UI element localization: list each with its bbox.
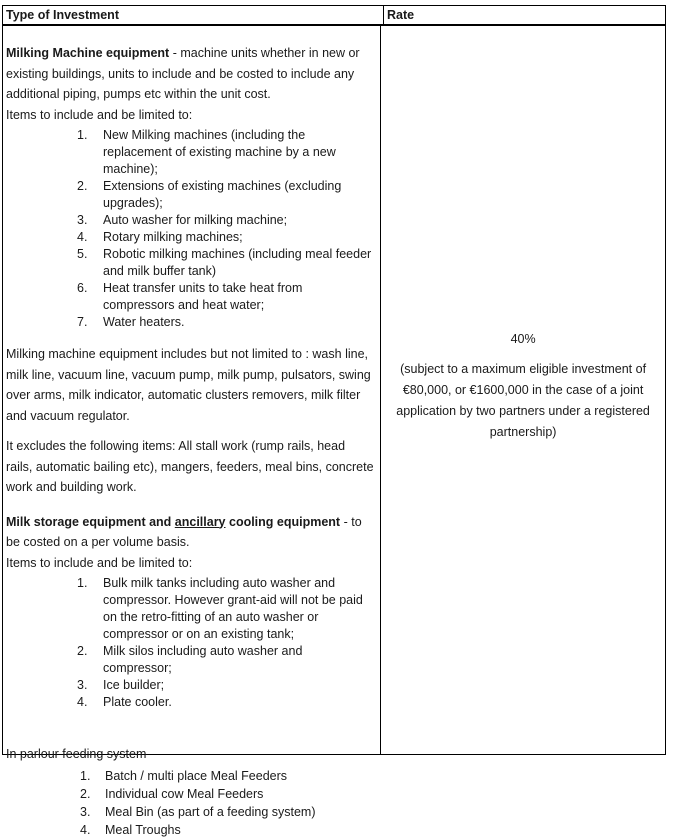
- list-item: Batch / multi place Meal Feeders: [105, 768, 288, 783]
- items-intro-2: Items to include and be limited to:: [6, 555, 193, 570]
- rate-value: 40%: [510, 332, 536, 346]
- list-item: Ice builder;: [103, 678, 165, 692]
- list-item: New Milking machines (including the replacement of existing machine by a new machine);: [103, 128, 336, 176]
- list-item: Extensions of existing machines (excluding upgrades);: [103, 179, 342, 210]
- milking-items-list: [6, 127, 374, 331]
- parlour-items-list: [6, 767, 374, 839]
- includes-paragraph: Milking machine equipment includes but not limited to : wash line, milk line, vacuum line, vacuum pump, milk pump, pulsators, swing over arms, milk indicator, automatic clusters removers, milk filter and vacuum regulator.: [6, 347, 371, 423]
- milk-storage-intro-paragraph: [6, 512, 374, 553]
- milking-machine-heading: Milking Machine equipment: [6, 46, 170, 60]
- table-body-row: [3, 26, 665, 837]
- list-item: Individual cow Meal Feeders: [105, 786, 264, 801]
- list-item: Robotic milking machines (including meal feeder and milk buffer tank): [103, 247, 372, 278]
- rate-note: (subject to a maximum eligible investment of €80,000, or €1600,000 in the case of a joint application by two partners under a registered partnership): [396, 362, 650, 439]
- table-header-row: [3, 6, 665, 26]
- header-type-of-investment: Type of Investment: [3, 6, 384, 24]
- list-item: Bulk milk tanks including auto washer and compressor. However grant-aid will not be paid on the retro-fitting of an auto washer or compressor or on an existing tank;: [103, 576, 363, 641]
- type-of-investment-cell: [3, 26, 381, 837]
- header-rate: Rate: [387, 8, 415, 22]
- excludes-paragraph: It excludes the following items: All stall work (rump rails, head rails, automatic bailing etc), mangers, feeders, meal bins, concrete work and building work.: [6, 439, 374, 494]
- storage-items-list: [6, 575, 374, 711]
- list-item: Meal Bin (as part of a feeding system): [105, 804, 316, 819]
- list-item: Auto washer for milking machine;: [103, 213, 288, 227]
- list-item: Plate cooler.: [103, 695, 172, 709]
- milking-machine-intro-text: - machine units whether in new or existing buildings, units to include and be costed to include any additional piping, pumps etc within the unit cost.: [6, 46, 360, 101]
- milk-storage-heading-part1: Milk storage equipment and: [6, 514, 175, 529]
- list-item: Water heaters.: [103, 315, 185, 329]
- list-item: Meal Troughs: [105, 822, 181, 837]
- rate-cell: [381, 26, 665, 754]
- milking-machine-intro-paragraph: [6, 43, 374, 105]
- investment-rate-table: [2, 5, 666, 837]
- milk-storage-heading-underlined: ancillary: [174, 514, 226, 529]
- items-intro-1: Items to include and be limited to:: [6, 107, 193, 122]
- milk-storage-intro-text: - to be costed on a per volume basis.: [6, 514, 362, 549]
- list-item: Rotary milking machines;: [103, 230, 243, 244]
- list-item: Milk silos including auto washer and compressor;: [103, 644, 303, 675]
- list-item: Heat transfer units to take heat from compressors and heat water;: [103, 281, 303, 312]
- milk-storage-heading-part2: cooling equipment: [225, 514, 341, 529]
- rate-cell-content: [381, 26, 665, 754]
- parlour-heading: In parlour feeding system: [6, 747, 147, 761]
